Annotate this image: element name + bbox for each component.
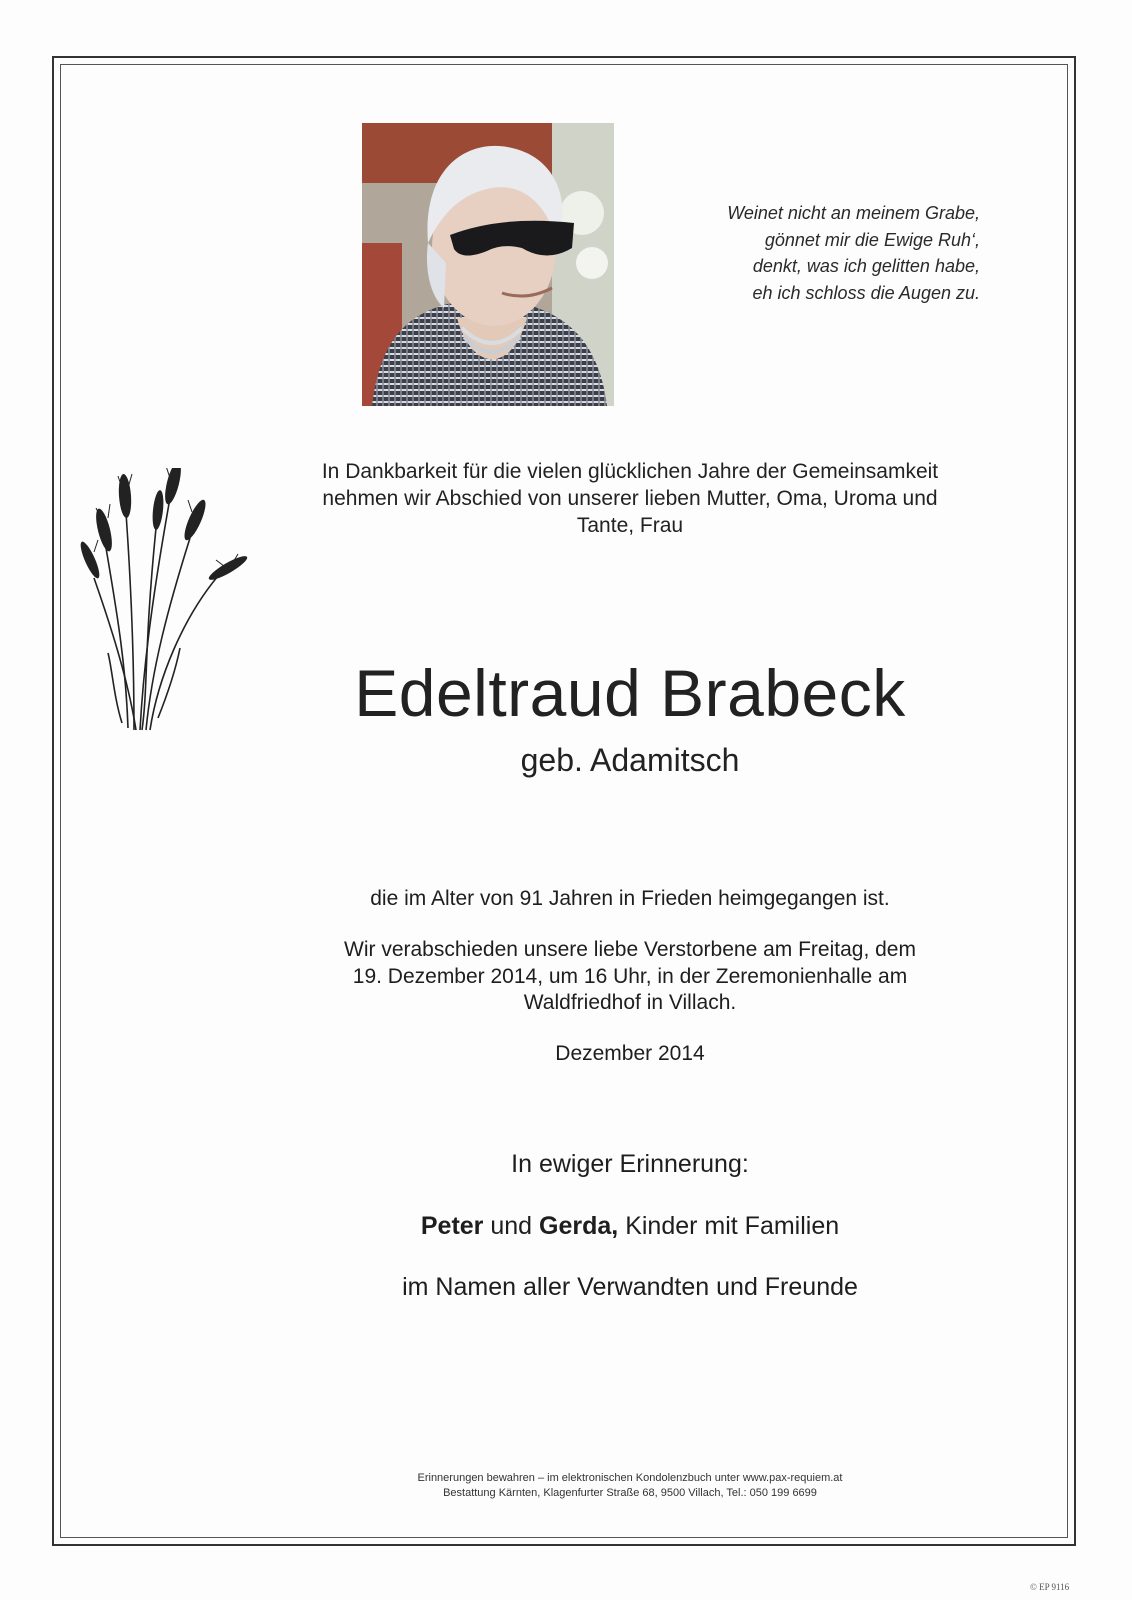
intro-line: nehmen wir Abschied von unserer lieben Mutter, Oma, Uroma und: [322, 487, 938, 510]
service-details: [280, 937, 980, 1017]
form-code: © EP 9116: [1030, 1582, 1070, 1592]
mourner-name: Gerda,: [539, 1212, 619, 1240]
service-line: Waldfriedhof in Villach.: [523, 991, 737, 1014]
footer: [200, 1471, 1060, 1501]
service-line: 19. Dezember 2014, um 16 Uhr, in der Zeremonienhalle am: [352, 964, 908, 988]
maiden-name: geb. Adamitsch: [520, 742, 740, 778]
poem-line: eh ich schloss die Augen zu.: [752, 282, 980, 303]
poem-line: denkt, was ich gelitten habe,: [752, 256, 980, 276]
mourner-name: Peter: [420, 1212, 484, 1240]
poem-line: gönnet mir die Ewige Ruh‘,: [764, 229, 980, 250]
memory-heading: In ewiger Erinnerung:: [511, 1150, 749, 1178]
deceased-name: Edeltraud Brabeck: [354, 656, 906, 730]
poem-line: Weinet nicht an meinem Grabe,: [727, 203, 980, 223]
mourner-suffix: Kinder mit Familien: [625, 1212, 840, 1240]
service-line: Wir verabschieden unsere liebe Verstorbene am Freitag, dem: [344, 938, 916, 961]
poem: [660, 200, 980, 306]
intro-text: [260, 458, 1000, 539]
portrait-photo: [362, 123, 614, 406]
notice-date: Dezember 2014: [555, 1042, 705, 1065]
intro-line: Tante, Frau: [576, 514, 684, 537]
footer-address: Bestattung Kärnten, Klagenfurter Straße 68, 9500 Villach, Tel.: 050 199 6699: [443, 1487, 817, 1499]
age-text: die im Alter von 91 Jahren in Frieden heimgegangen ist.: [370, 887, 890, 910]
intro-line: In Dankbarkeit für die vielen glücklichen Jahre der Gemeinsamkeit: [321, 460, 939, 483]
relatives-line: im Namen aller Verwandten und Freunde: [402, 1273, 858, 1301]
mourners-line: [200, 1210, 1060, 1242]
mourner-conjunction: und: [490, 1212, 533, 1240]
footer-condolence: Erinnerungen bewahren – im elektronischen Kondolenzbuch unter www.pax-requiem.at: [417, 1472, 843, 1484]
